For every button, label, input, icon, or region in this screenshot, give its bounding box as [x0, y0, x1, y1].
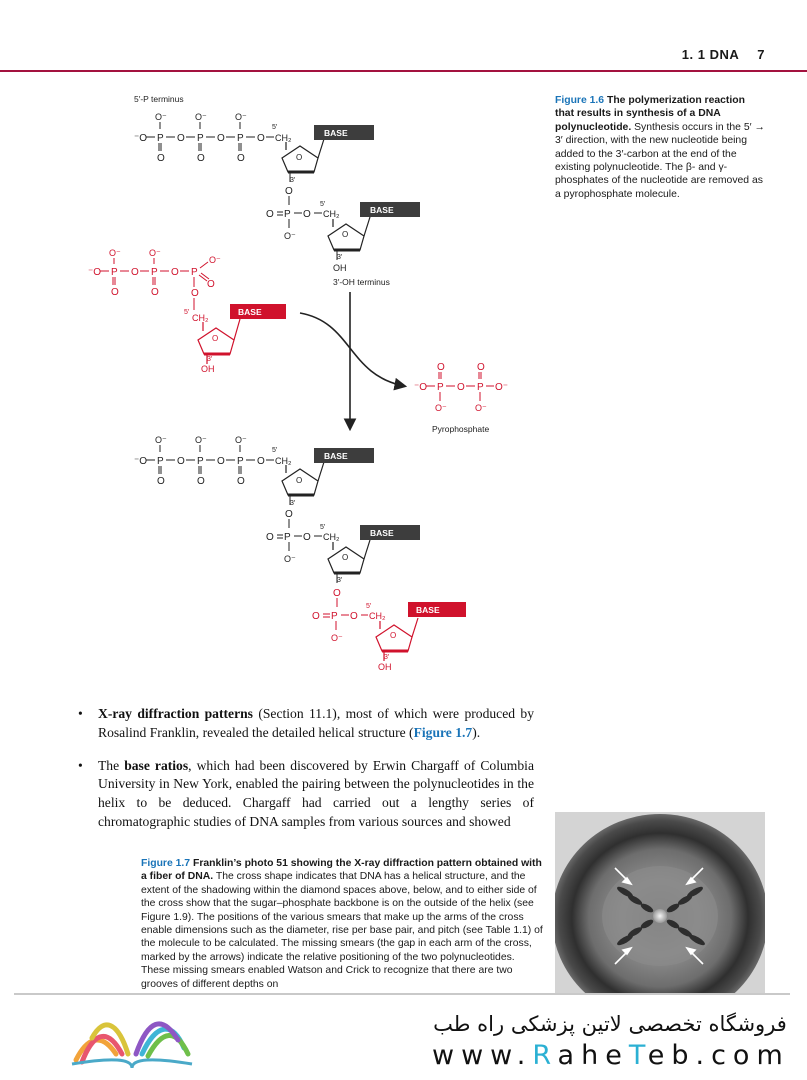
- svg-text:5′: 5′: [366, 603, 372, 610]
- svg-text:O: O: [342, 230, 349, 239]
- svg-text:BASE: BASE: [238, 307, 262, 317]
- svg-text:O: O: [477, 362, 485, 373]
- svg-text:P: P: [191, 267, 198, 278]
- svg-text:5′: 5′: [272, 447, 278, 454]
- svg-text:O: O: [197, 476, 205, 487]
- svg-text:O⁻: O⁻: [155, 435, 167, 445]
- svg-text:5′: 5′: [272, 124, 278, 131]
- svg-text:P: P: [284, 532, 291, 543]
- caption-1-7-title: Figure 1.7: [141, 858, 191, 869]
- svg-text:O: O: [390, 631, 397, 640]
- svg-text:O: O: [457, 382, 465, 393]
- svg-text:5′: 5′: [184, 309, 190, 316]
- existing-strand: [134, 94, 420, 287]
- svg-text:O: O: [197, 153, 205, 164]
- svg-text:O⁻: O⁻: [495, 382, 509, 393]
- svg-text:⁻O: ⁻O: [134, 456, 148, 467]
- svg-text:P: P: [151, 267, 158, 278]
- bullet-base-ratios-term: base ratios: [124, 757, 189, 773]
- svg-text:O⁻: O⁻: [195, 112, 207, 122]
- figure-1-7-link[interactable]: Figure 1.7: [413, 724, 473, 740]
- figure-1-6-caption: [555, 94, 765, 201]
- base-label: BASE: [324, 128, 348, 138]
- svg-text:O: O: [207, 279, 215, 290]
- svg-text:O: O: [171, 267, 179, 278]
- svg-text:O⁻: O⁻: [284, 231, 296, 241]
- product-strand: [134, 435, 420, 584]
- svg-text:O: O: [257, 456, 265, 467]
- svg-text:O: O: [312, 611, 320, 622]
- section-label: 1. 1 DNA: [681, 47, 740, 62]
- page-number: 7: [757, 47, 765, 62]
- svg-text:O: O: [333, 588, 341, 599]
- footer-url[interactable]: www.RaheTeb.com: [432, 1040, 790, 1071]
- svg-text:OH: OH: [201, 364, 215, 374]
- svg-text:O: O: [177, 456, 185, 467]
- svg-text:O: O: [257, 133, 265, 144]
- caption-1-7-heading: Franklin’s photo 51 showing the X-ray diffraction pattern obtained with a fiber of DNA.: [141, 858, 542, 883]
- svg-text:O⁻: O⁻: [195, 435, 207, 445]
- figure-1-7-caption: [141, 857, 543, 993]
- svg-text:O: O: [217, 133, 225, 144]
- caption-1-6-heading: The polymerization reaction that results in synthesis of a DNA polynucleotide.: [555, 95, 745, 133]
- svg-text:O: O: [303, 532, 311, 543]
- svg-text:3′: 3′: [337, 577, 343, 584]
- svg-text:BASE: BASE: [324, 451, 348, 461]
- svg-text:O: O: [131, 267, 139, 278]
- svg-text:OH: OH: [378, 662, 392, 672]
- label-pyrophosphate: Pyrophosphate: [432, 424, 490, 434]
- svg-text:P: P: [157, 133, 164, 144]
- svg-text:P: P: [477, 382, 484, 393]
- body-bullets: [78, 705, 534, 846]
- svg-text:3′: 3′: [290, 500, 296, 507]
- svg-text:O⁻: O⁻: [109, 248, 121, 258]
- svg-text:O: O: [285, 186, 293, 197]
- svg-text:O: O: [285, 509, 293, 520]
- label-5p-terminus: 5′-P terminus: [134, 94, 184, 104]
- raheteb-logo: [62, 1010, 202, 1072]
- svg-text:CH₂: CH₂: [192, 313, 209, 323]
- svg-text:O⁻: O⁻: [435, 403, 447, 413]
- svg-text:O⁻: O⁻: [235, 435, 247, 445]
- svg-text:O⁻: O⁻: [149, 248, 161, 258]
- caption-1-6-title: Figure 1.6: [555, 95, 605, 106]
- svg-text:P: P: [437, 382, 444, 393]
- svg-text:O: O: [350, 611, 358, 622]
- svg-text:BASE: BASE: [370, 205, 394, 215]
- svg-text:CH₂: CH₂: [323, 532, 340, 542]
- svg-text:⁻O: ⁻O: [414, 382, 428, 393]
- svg-text:O: O: [151, 287, 159, 298]
- svg-text:O: O: [437, 362, 445, 373]
- svg-text:CH₂: CH₂: [275, 133, 292, 143]
- svg-text:O⁻: O⁻: [235, 112, 247, 122]
- added-nucleotide: [312, 588, 466, 672]
- svg-text:O⁻: O⁻: [209, 255, 221, 265]
- bullet-base-ratios: • The base ratios, which had been discovered by Erwin Chargaff of Columbia University in New York, enabled the pairing between the polynucleotides in the helix to be deduced. Chargaff had carried out a lengthy series of chromatographic studies of DNA samples from various sources and showed: [78, 757, 534, 829]
- svg-text:O: O: [217, 456, 225, 467]
- svg-text:5′: 5′: [320, 201, 326, 208]
- svg-text:O: O: [296, 476, 303, 485]
- caption-1-6-body: Synthesis occurs in the 5′ → 3′ direction, with the new nucleotide being added to the 3′-carbon at the end of the existing polynucleotide. The β- and γ-phosphates of the nucleotide are removed as a pyrophosphate molecule.: [555, 121, 765, 200]
- footer-persian-text: فروشگاه تخصصی لاتین پزشکی راه طب: [433, 1012, 787, 1036]
- pyrophosphate: [414, 362, 508, 434]
- svg-text:CH₂: CH₂: [323, 209, 340, 219]
- svg-text:CH₂: CH₂: [275, 456, 292, 466]
- bullet-dot: •: [78, 757, 83, 773]
- svg-text:P: P: [197, 456, 204, 467]
- label-3p-terminus: 3′-OH terminus: [333, 277, 390, 287]
- svg-text:P: P: [197, 133, 204, 144]
- svg-text:P: P: [157, 456, 164, 467]
- svg-text:O: O: [237, 153, 245, 164]
- svg-text:P: P: [284, 209, 291, 220]
- svg-text:5′: 5′: [320, 524, 326, 531]
- svg-text:O: O: [191, 288, 199, 299]
- svg-text:⁻O: ⁻O: [134, 133, 148, 144]
- footer-divider: [14, 993, 790, 995]
- svg-text:O: O: [266, 532, 274, 543]
- svg-text:3′: 3′: [207, 356, 213, 363]
- svg-text:P: P: [111, 267, 118, 278]
- svg-text:O⁻: O⁻: [155, 112, 167, 122]
- svg-text:P: P: [331, 611, 338, 622]
- svg-text:3′: 3′: [384, 654, 390, 661]
- svg-text:O⁻: O⁻: [331, 633, 343, 643]
- svg-text:BASE: BASE: [370, 528, 394, 538]
- svg-text:BASE: BASE: [416, 605, 440, 615]
- incoming-nucleotide: [88, 248, 286, 374]
- svg-text:P: P: [237, 456, 244, 467]
- bullet-dot: •: [78, 706, 83, 721]
- svg-text:3′: 3′: [290, 177, 296, 184]
- svg-text:3′: 3′: [337, 254, 343, 261]
- svg-text:O: O: [157, 476, 165, 487]
- caption-1-7-body: The cross shape indicates that DNA has a helical structure, and the extent of the shadowing within the diamond spaces above, below, and to either side of the cross show that the sugar–phosphate backbone is on the outside of the helix (see Figure 1.9). The positions of the various smears that make up the arms of the cross enable dimensions such as the diameter, rise per base pair, and pitch (see Table 1.1) of the molecule to be calculated. The missing smears (the gap in each arm of the cross, marked by the arrows) indicate the relative positioning of the two polynucleotides. These missing smears enabled Watson and Crick to recognize that there are two grooves of different depths on: [141, 871, 543, 990]
- svg-text:⁻O: ⁻O: [88, 267, 102, 278]
- svg-text:O: O: [303, 209, 311, 220]
- svg-text:O: O: [212, 334, 219, 343]
- svg-text:O: O: [111, 287, 119, 298]
- svg-text:O: O: [296, 153, 303, 162]
- photo-51-image: [555, 812, 765, 997]
- svg-text:O: O: [266, 209, 274, 220]
- svg-text:P: P: [237, 133, 244, 144]
- svg-text:O⁻: O⁻: [475, 403, 487, 413]
- svg-text:CH₂: CH₂: [369, 611, 386, 621]
- svg-text:O: O: [177, 133, 185, 144]
- svg-text:OH: OH: [333, 263, 347, 273]
- reaction-arrows: [300, 292, 404, 428]
- svg-text:O: O: [157, 153, 165, 164]
- bullet-xray: • X-ray diffraction patterns (Section 11.1), most of which were produced by Rosalind Franklin, revealed the detailed helical structure (Figure 1.7).: [78, 706, 535, 740]
- svg-text:O: O: [342, 553, 349, 562]
- bullet-xray-term: X-ray diffraction patterns: [98, 706, 253, 721]
- svg-text:O⁻: O⁻: [284, 554, 296, 564]
- svg-text:O: O: [237, 476, 245, 487]
